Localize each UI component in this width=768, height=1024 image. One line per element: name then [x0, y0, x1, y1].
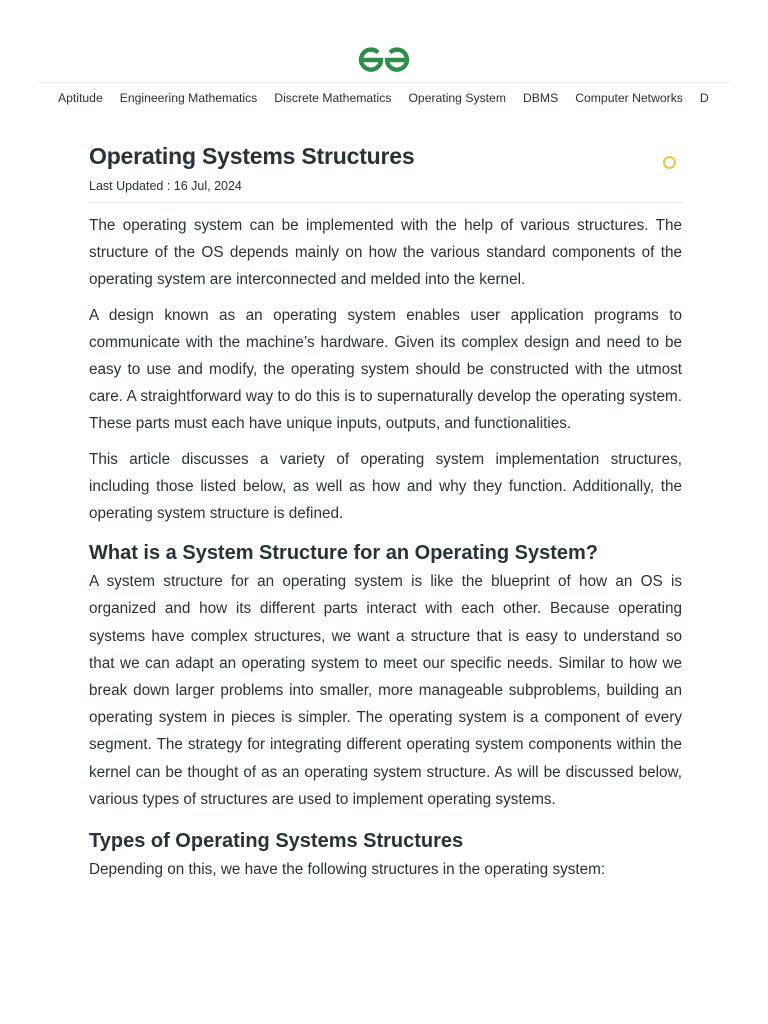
intro-paragraph-2: A design known as an operating system enables user application programs to communicate with the machine’s hardware. Given its complex design and need to be easy to use and modify, the operating system should be constructed with the utmost care. A straightforward way to do this is to supernaturally develop the operating system. These parts must each have unique inputs, outputs, and functionalities. [89, 306, 682, 433]
site-logo[interactable] [0, 44, 768, 78]
title-divider [89, 202, 682, 203]
nav-item-dbms[interactable]: DBMS [522, 91, 559, 105]
nav-item-truncated[interactable]: D [699, 91, 709, 105]
section-paragraph-system-structure: A system structure for an operating system is like the blueprint of how an OS is organized and how its different parts interact with each other. Because operating systems have complex structures, we want a structure that is easy to understand so that we can adapt an operating system to meet our specific needs. Similar to how we break down larger problems into smaller, more manageable subproblems, building an operating system in pieces is simpler. The operating system is a component of every segment. The strategy for integrating different operating system components within the kernel can be thought of as an operating system structure. As will be discussed below, various types of structures are used to implement operating systems. [89, 573, 682, 808]
nav-item-operating-system[interactable]: Operating System [408, 91, 506, 105]
topic-nav [58, 88, 734, 110]
intro-paragraph-1: The operating system can be implemented with the help of various structures. The structure of the OS depends mainly on how the various standard components of the operating system are interconnected and melded into the kernel. [89, 217, 682, 289]
section-paragraph-types: Depending on this, we have the following structures in the operating system: [89, 861, 606, 879]
nav-item-engineering-mathematics[interactable]: Engineering Mathematics [119, 91, 258, 105]
page-title: Operating Systems Structures [89, 143, 415, 169]
article [89, 140, 682, 883]
gfg-logo-icon [357, 44, 411, 74]
last-updated: Last Updated : 16 Jul, 2024 [89, 179, 242, 193]
header-divider [36, 82, 732, 83]
intro-paragraph-3: This article discusses a variety of operating system implementation structures, including those listed below, as well as how and why they function. Additionally, the operating system structure is defined. [89, 450, 682, 523]
section-heading-types: Types of Operating Systems Structures [89, 830, 464, 853]
nav-item-computer-networks[interactable]: Computer Networks [575, 91, 683, 105]
nav-item-discrete-mathematics[interactable]: Discrete Mathematics [274, 91, 392, 105]
section-heading-system-structure: What is a System Structure for an Operating System? [89, 542, 599, 565]
nav-item-aptitude[interactable]: Aptitude [58, 91, 103, 105]
